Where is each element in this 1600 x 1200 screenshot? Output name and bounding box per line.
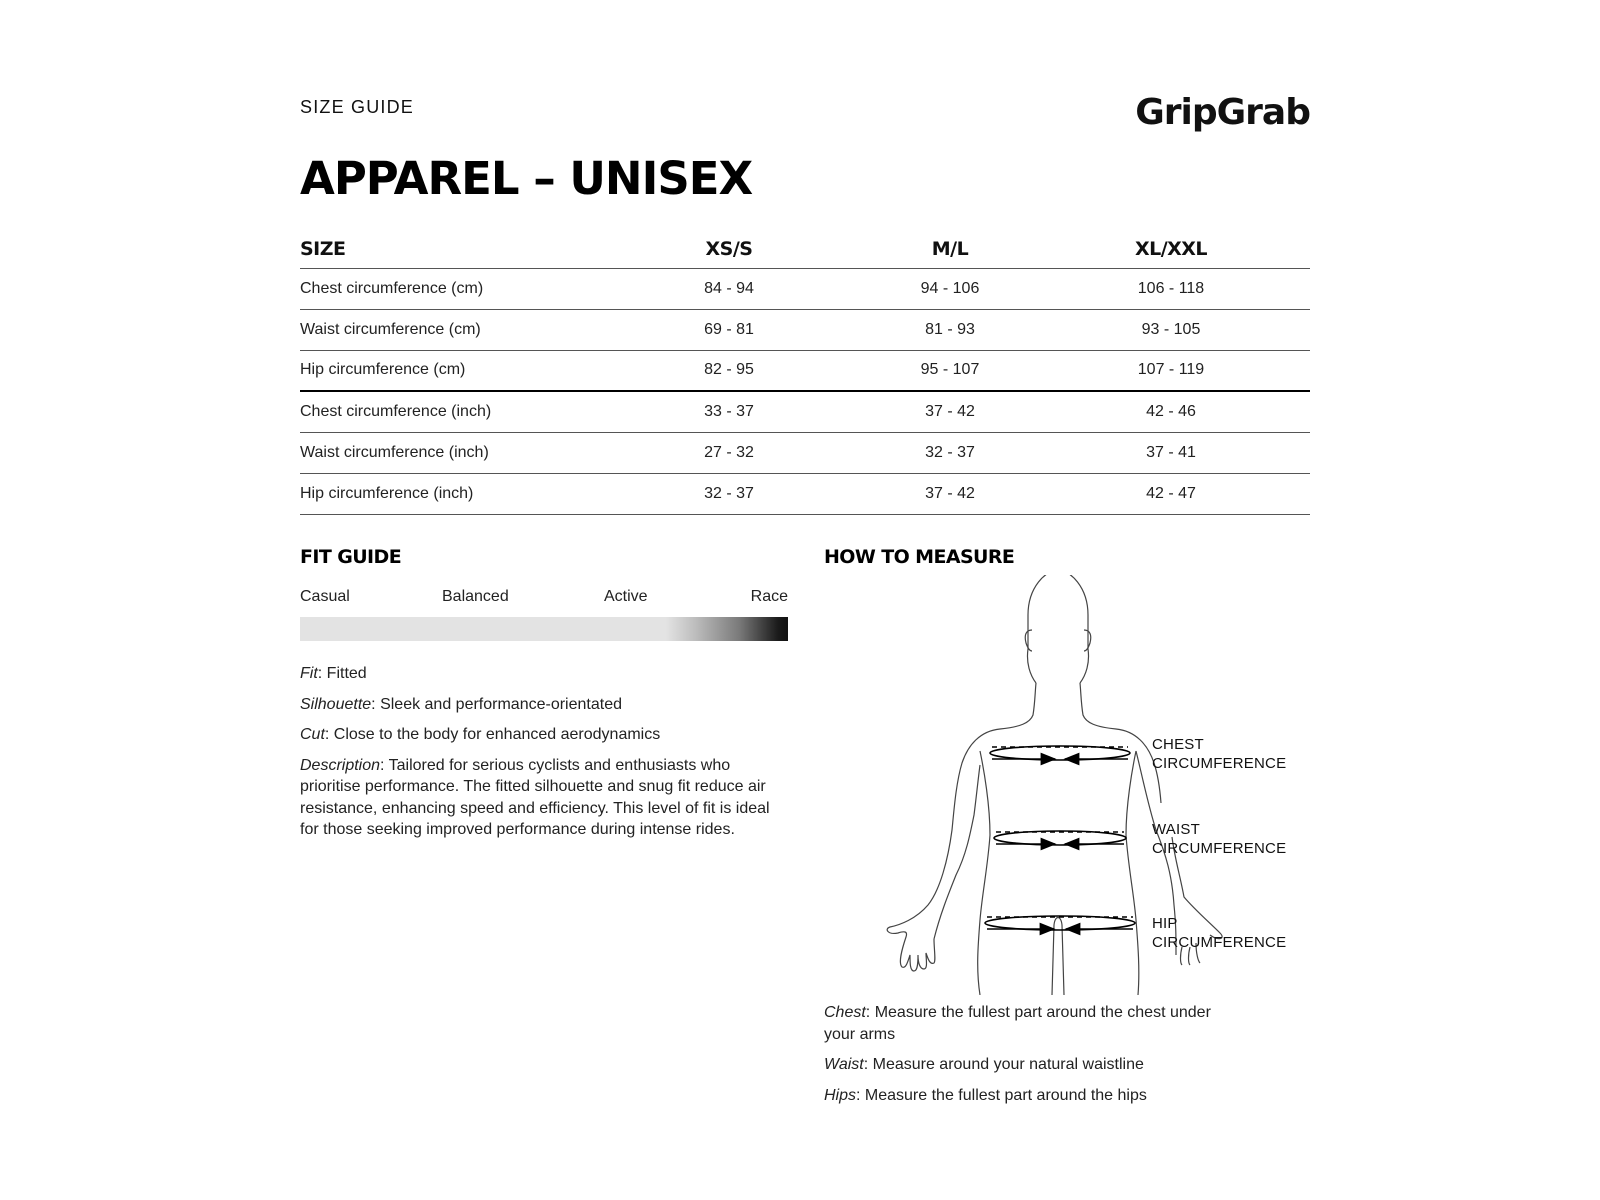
fit-detail-silhouette: Silhouette: Sleek and performance-orientated	[300, 695, 622, 713]
size-guide-page	[300, 0, 1310, 1200]
header-xl-xxl: XL/XXL	[1060, 230, 1282, 268]
cell-value: 69 - 81	[618, 309, 840, 350]
fit-scale-labels	[300, 588, 788, 608]
fit-detail-cut: Cut: Close to the body for enhanced aerodynamics	[300, 726, 661, 743]
page-title: APPAREL – UNISEX	[300, 152, 753, 205]
eyebrow-label: SIZE GUIDE	[300, 97, 415, 117]
table-row	[300, 432, 1310, 473]
cell-value: 82 - 95	[618, 350, 840, 391]
measure-instructions	[824, 1002, 1244, 1115]
waist-circumference-label: WAIST CIRCUMFERENCE	[1152, 821, 1287, 857]
cell-value: 42 - 46	[1060, 391, 1282, 432]
fit-guide-title: FIT GUIDE	[300, 546, 402, 568]
table-row	[300, 309, 1310, 350]
header-spacer	[1282, 230, 1310, 268]
fit-gradient-bar	[300, 617, 788, 641]
cell-value: 93 - 105	[1060, 309, 1282, 350]
cell-value: 33 - 37	[618, 391, 840, 432]
chest-measure-ring	[990, 746, 1130, 760]
table-header-row	[300, 230, 1310, 268]
cell-value: 107 - 119	[1060, 350, 1282, 391]
cell-value: 32 - 37	[840, 432, 1060, 473]
cell-value: 37 - 42	[840, 391, 1060, 432]
table-row	[300, 350, 1310, 391]
instruction-hips: Hips: Measure the fullest part around the hips	[824, 1086, 1147, 1104]
table-row	[300, 268, 1310, 309]
header-xs-s: XS/S	[618, 230, 840, 268]
size-table	[300, 230, 1310, 515]
fit-detail-description: Description: Tailored for serious cyclists and enthusiasts who prioritise performance. The fitted silhouette and snug fit reduce air resistance, enhancing speed and efficiency. This level of fit is ideal for those seeking improved performance during intense rides.	[300, 756, 770, 838]
row-label: Chest circumference (inch)	[300, 391, 618, 432]
fit-details	[300, 663, 790, 850]
instruction-chest: Chest: Measure the fullest part around the chest under your arms	[824, 1004, 1211, 1043]
cell-value: 106 - 118	[1060, 268, 1282, 309]
cell-value: 95 - 107	[840, 350, 1060, 391]
cell-value: 84 - 94	[618, 268, 840, 309]
fit-label-balanced: Balanced	[442, 588, 509, 605]
cell-value: 37 - 41	[1060, 432, 1282, 473]
table-row	[300, 473, 1310, 514]
cell-value: 32 - 37	[618, 473, 840, 514]
row-label: Hip circumference (inch)	[300, 473, 618, 514]
how-to-measure-title: HOW TO MEASURE	[824, 546, 1015, 568]
fit-label-casual: Casual	[300, 588, 350, 605]
cell-value: 27 - 32	[618, 432, 840, 473]
cell-value: 94 - 106	[840, 268, 1060, 309]
hip-circumference-label: HIP CIRCUMFERENCE	[1152, 915, 1287, 951]
instruction-waist: Waist: Measure around your natural waistline	[824, 1056, 1144, 1073]
table-row	[300, 391, 1310, 432]
row-label: Waist circumference (inch)	[300, 432, 618, 473]
cell-value: 37 - 42	[840, 473, 1060, 514]
cell-value: 42 - 47	[1060, 473, 1282, 514]
cell-value: 81 - 93	[840, 309, 1060, 350]
header-size: SIZE	[300, 230, 618, 268]
fit-detail-fit: Fit: Fitted	[300, 665, 367, 682]
waist-measure-ring	[994, 831, 1126, 845]
row-label: Hip circumference (cm)	[300, 350, 618, 391]
header-m-l: M/L	[840, 230, 1060, 268]
chest-circumference-label: CHEST CIRCUMFERENCE	[1152, 736, 1287, 772]
brand-logo: GripGrab	[1135, 92, 1310, 133]
row-label: Waist circumference (cm)	[300, 309, 618, 350]
fit-label-race: Race	[750, 588, 788, 605]
fit-label-active: Active	[604, 588, 648, 605]
row-label: Chest circumference (cm)	[300, 268, 618, 309]
